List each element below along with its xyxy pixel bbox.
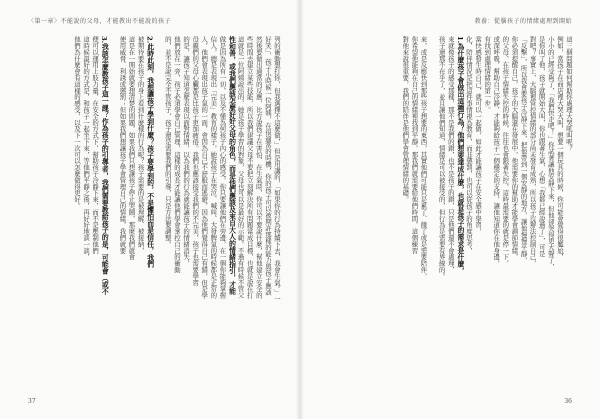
text-column: 的父母，在孩子情緒失控的時候，往往也會跟著失控，這時最需要的就是停一下，: [501, 36, 510, 267]
text-column: 小小的已經受夠了，「我們快走吧！」你試著讓他安靜下來，但他卻哭得更大聲了，: [546, 36, 555, 270]
page-number: 36: [564, 398, 572, 405]
text-column: 來，或是反應快到那些孩子想要的東西，其實他們可能只是累了、餓了或是需要陪伴，: [419, 36, 428, 280]
text-column: 你必須提醒自己，孩子的大腦還在發展中，他需要你的幫助才能學會調節情緒，: [510, 36, 519, 260]
running-head: 教養：從腦孩子的情緒處理到開始: [474, 18, 572, 25]
text-column: 孩子還那不在乎了，並且讓他們知道，情緒是可以被接受的，但行為是需要有界線的。: [437, 36, 446, 280]
text-column: 來就像孩子的感受那樣，那不是我們的錯，也不是孩子的錯，只是他們還不會處理，: [446, 36, 455, 273]
text-column: 的，並不是說完全不管孩子，孩子還是需要我們的引導，只是方法要調整。: [163, 36, 172, 248]
text-column: 的是，讓孩子知道怎麼表現以面對情緒，以為我們的行為就能讓孩子的情緒消失，: [182, 36, 191, 267]
text-column: 便可以運用上肢力量，在安全的方式下，幫助孩子冷靜下來，而不是壓制他們: [91, 36, 100, 254]
text-column: 列的衝動想打你，但我選擇不這麼做，」但是用講的，「如果你的行為持續下去，我會生氣。」一: [273, 36, 281, 302]
text-column: 被期待要在孩子的身上看到什麼樣的行為呢？孩子需要的是被理解、被接納，: [136, 36, 145, 254]
page-number: 37: [28, 398, 36, 405]
running-head: 〈第一章〉不能說的父母，才能教出不能說的孩子: [28, 18, 172, 25]
text-column: 他們為什麼會有這樣的感受，以及下一次可以怎麼做得更好。: [72, 36, 81, 209]
emphasis-column: 性和善，或我們應該怎麼好好父母的角色，而是他們應該及來自大人的情緒指引，才能: [227, 36, 236, 295]
section-heading-1: 1.為什麼孩子會做出這種行為？他們想要達成什麼，也就是孩子的需求是什麼，: [455, 36, 464, 275]
text-column: 做是因為所有一切，以及不懂為何孩子內心的感受，你只要讓他們在旁邊，在一個你能夠掌握: [218, 36, 227, 299]
text-column: 「反擊」，所以我會要孩子冷靜下來，把他帶到一個安靜的地方，讓他慢慢平靜，: [519, 36, 528, 264]
text-column: 有找到處理情緒的第一步。: [483, 36, 492, 113]
text-column: 然後要做出適當的反應，比方說孩子在害怕、在生氣時，你可以不要說什麼，幫他建立安全的: [254, 36, 263, 299]
text-column: 些時間去建立某些技能，所以我們建議父母不要把立刻解決所有問題當成目標，也就是說在打: [245, 36, 254, 299]
text-column: 好笑」，孩子小時候一位阿姨，在很適當的時機，你的孩子可以被期許那樣的能力與孩子應該: [263, 36, 272, 296]
text-column: 是你叫了他，孩子就開始大叫，你也跟著生氣，心想「我都已經說過了」，可是: [537, 36, 546, 257]
text-column: 或深呼吸，幫助自己冷靜，才能夠給孩子一個穩定的支持，讓他知道你在他身邊，: [492, 36, 501, 267]
text-column: 這三個問題如何幫助你處理大哭吼叫呢？: [565, 36, 573, 152]
text-column: 這時候最好的方式是，和孩子一起坐下來，等他們平靜之後，再好好地談一談，: [82, 36, 91, 260]
text-column: 化，陪伴情況是把這件事情視為教育，而非懲罰，也可以從孩子的角度思考，: [464, 36, 473, 254]
section-heading-3: 3.我該怎麼教孩子這一課？作為孩子的引導者，我們需要教給孩子的是，可能會（或不: [100, 36, 109, 295]
text-column: 例如，當孩子在商店裡大哭大叫，想要一個玩具的時候，你可能會覺得很尷尬，: [555, 36, 564, 260]
text-column: 信人，總是表現出「完美」教育的樣子，她說孩子在哭泣、喊叫、大發脾氣的時候都是正常的: [209, 36, 218, 299]
text-column: 母親們的父母心臟都是比孩子更加疲倦。我們也應該接受我們的不完美，孩子也需要學習: [191, 36, 200, 286]
text-column: 人，他們會表現出孩子氣的一面，會因為自己不舒服而逃避，因為他們覺得自己有錯，但是學: [200, 36, 209, 299]
section-heading-2: 2.此時此刻，我想讓孩子學到什麼？孩子要學到的，不是懼怕而是信任，我們: [145, 36, 154, 268]
right-page: [300, 0, 600, 419]
right-text-block: [322, 36, 572, 386]
text-column: 對吧？事實上，大腦裡管控情緒的部分尚未發育成熟，所以孩子沒辦法控制自己，: [528, 36, 537, 267]
text-column: 你希望他能夠在自己的情緒裡找到平靜，那我們就需要給他們時間，這個練習: [410, 36, 419, 254]
text-column: 使用威脅、利誘或懲罰；但如果我們想讓孩子學會管理自己的情緒，我們就要: [118, 36, 127, 254]
text-column: 這是在一開始就要想清楚的問題，如果我們只想讓孩子停止哭鬧，那麼我們就會: [127, 36, 136, 260]
text-column: 當快感發生時自己，就可以一起做，如此才能讓孩子在安全感中學習，: [474, 36, 483, 235]
book-gutter: [296, 0, 304, 419]
text-column: 對他來說很重要，我們的陪伴是他們學會管理情緒的基礎。: [401, 36, 410, 203]
left-text-block: [34, 36, 280, 386]
text-column: 他們放在一旁，孩子必須學會自己管理，這樣的成長才能讓他們學會掌控自己的衝動: [172, 36, 181, 273]
text-column: 這就是一位阿姨說出的，她是孩子學習的對象，父母也可以是最好的示範。不過有時候不管父: [236, 36, 245, 299]
